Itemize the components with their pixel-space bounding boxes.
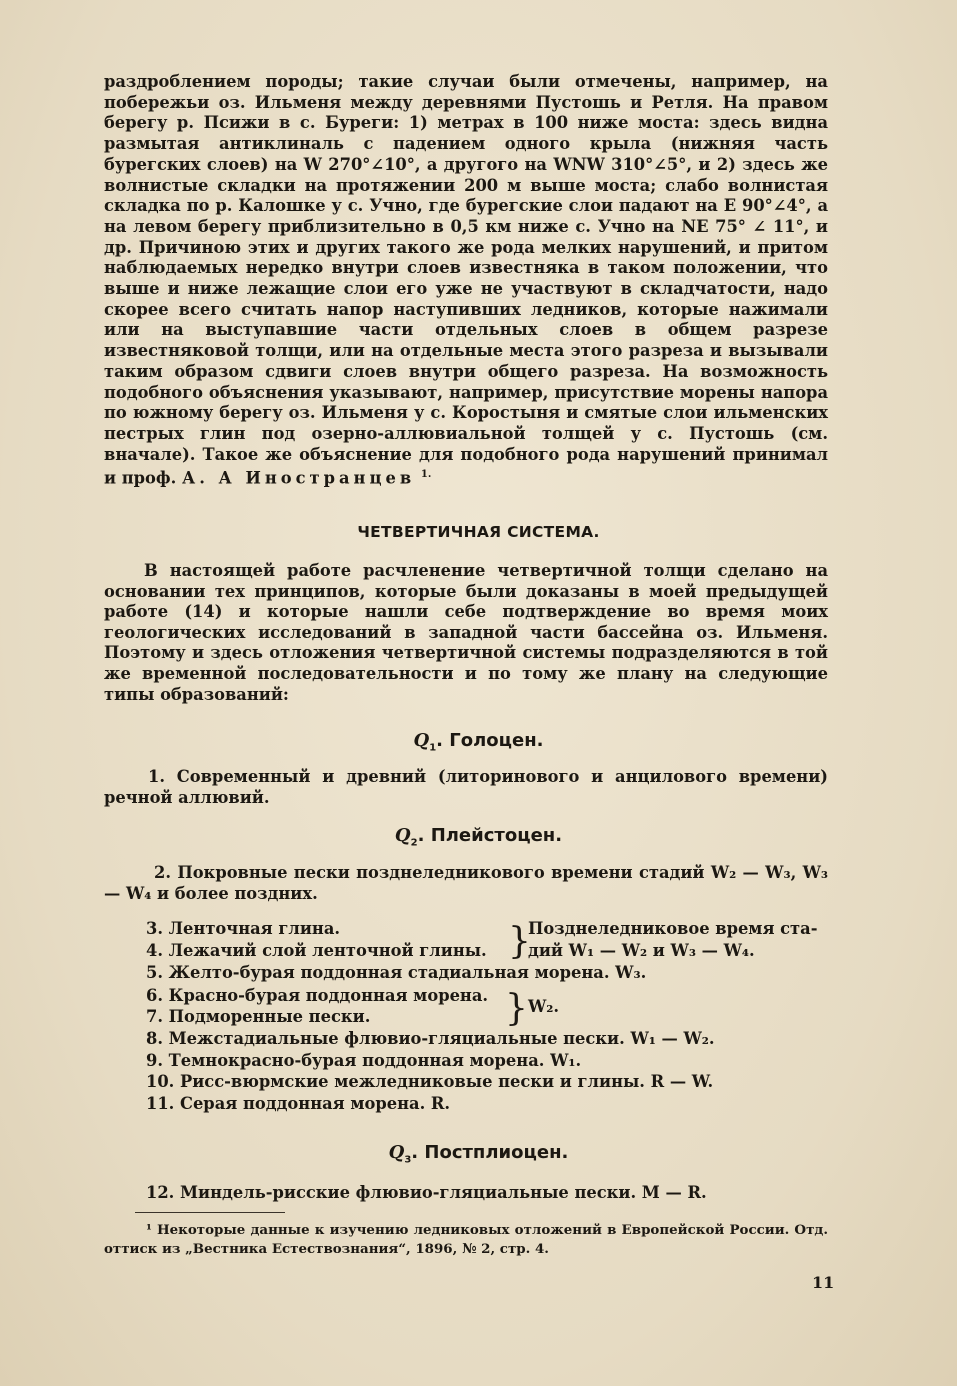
list-item-11: 11. Серая поддонная морена. R. — [146, 1094, 451, 1113]
list-item-6: 6. Красно-бурая поддонная морена. — [146, 986, 489, 1005]
list-item-12: 12. Миндель-рисские флювио-гляциальные пески. M — R. — [146, 1183, 707, 1202]
brace-3-4: } — [508, 921, 531, 962]
author-name: А. А Иностранцев — [181, 468, 416, 488]
page-number: 11 — [812, 1273, 835, 1292]
note-3-4-b: дий W₁ — W₂ и W₃ — W₄. — [528, 941, 755, 960]
footnote-rule — [135, 1212, 285, 1213]
footnote: ¹ Некоторые данные к изучению ледниковых отложений в Европейской России. Отд. оттиск из „Вестника Естествознания“, 1896, № 2, стр. 4. — [104, 1222, 828, 1257]
note-3-4-a: Позднеледниковое время ста- — [528, 919, 818, 938]
intro-paragraph: раздроблением породы; такие случаи были отмечены, например, на побережьи оз. Ильменя между деревнями Пустошь и Ретля. На правом берегу р. Псижи в с. Буреги: 1) метрах в 100 ниже моста: здесь видна размытая антиклиналь с падением одного крыла (нижняя часть бурегских слоев) на W 270°∠10°, а другого на WNW 310°∠5°, и 2) здесь же волнистые складки на протяжении 200 м выше моста; слабо волнистая складка по р. Калошке у с. Учно, где бурегские слои падают на E 90°∠4°, а на левом берегу приблизительно в 0,5 км ниже с. Учно на NE 75° ∠ 11°, и др. Причиною этих и других такого же рода мелких нарушений, и притом наблюдаемых нередко внутри слоев известняка в таком положении, что выше и ниже лежащие слои его уже не участвуют в складчатости, надо скорее всего считать напор наступивших ледников, которые нажимали или на выступавшие части отдельных слоев в общем разрезе известняковой толщи, или на отдельные места этого разреза и вызывали таким образом сдвиги слоев внутри общего разреза. На возможность подобного объяснения указывают, например, присутствие морены напора по южному берегу оз. Ильменя у с. Коростыня и смятые слои ильменских пестрых глин под озерно-аллювиальной толщей у с. Пустошь (см. вначале). Такое же объяснение для подобного рода нарушений принимал и проф. А. А Иностранцев $^{1.}$ — [104, 72, 828, 488]
footnote-mark: 1. — [420, 469, 432, 481]
list-item-3: 3. Ленточная глина. — [146, 919, 341, 938]
list-item-5: 5. Желто-бурая поддонная стадиальная морена. W₃. — [146, 963, 647, 982]
section-paragraph: В настоящей работе расчленение четвертичной толщи сделано на основании тех принципов, которые были доказаны в моей предыдущей работе (14) и которые нашли себе подтверждение во время моих геологических исследований в западной части бассейна оз. Ильменя. Поэтому и здесь отложения четвертичной системы подразделяются в той же временной последовательности и по тому же плану на следующие типы образований: — [104, 561, 828, 704]
list-item-10: 10. Рисс-вюрмские межледниковые пески и глины. R — W. — [146, 1072, 714, 1091]
subheading-postpliocene: $Q_3$. Постплиоцен. — [388, 1142, 569, 1166]
subheading-pleistocene: $Q_2$. Плейстоцен. — [394, 825, 563, 849]
brace-6-7: } — [505, 988, 528, 1029]
section-title: ЧЕТВЕРТИЧНАЯ СИСТЕМА. — [357, 523, 600, 541]
list-item-2: 2. Покровные пески позднеледникового времени стадий W₂ — W₃, W₃ — W₄ и более поздних. — [104, 863, 828, 903]
list-item-4: 4. Лежачий слой ленточной глины. — [146, 941, 487, 960]
note-6-7: W₂. — [528, 997, 560, 1016]
list-item-1: 1. Современный и древний (литоринового и анцилового времени) речной аллювий. — [104, 767, 828, 807]
subheading-holocene: $Q_1$. Голоцен. — [413, 730, 544, 754]
list-item-8: 8. Межстадиальные флювио-гляциальные пески. W₁ — W₂. — [146, 1029, 715, 1048]
list-item-9: 9. Темнокрасно-бурая поддонная морена. W₁. — [146, 1051, 582, 1070]
list-item-7: 7. Подморенные пески. — [146, 1007, 371, 1026]
